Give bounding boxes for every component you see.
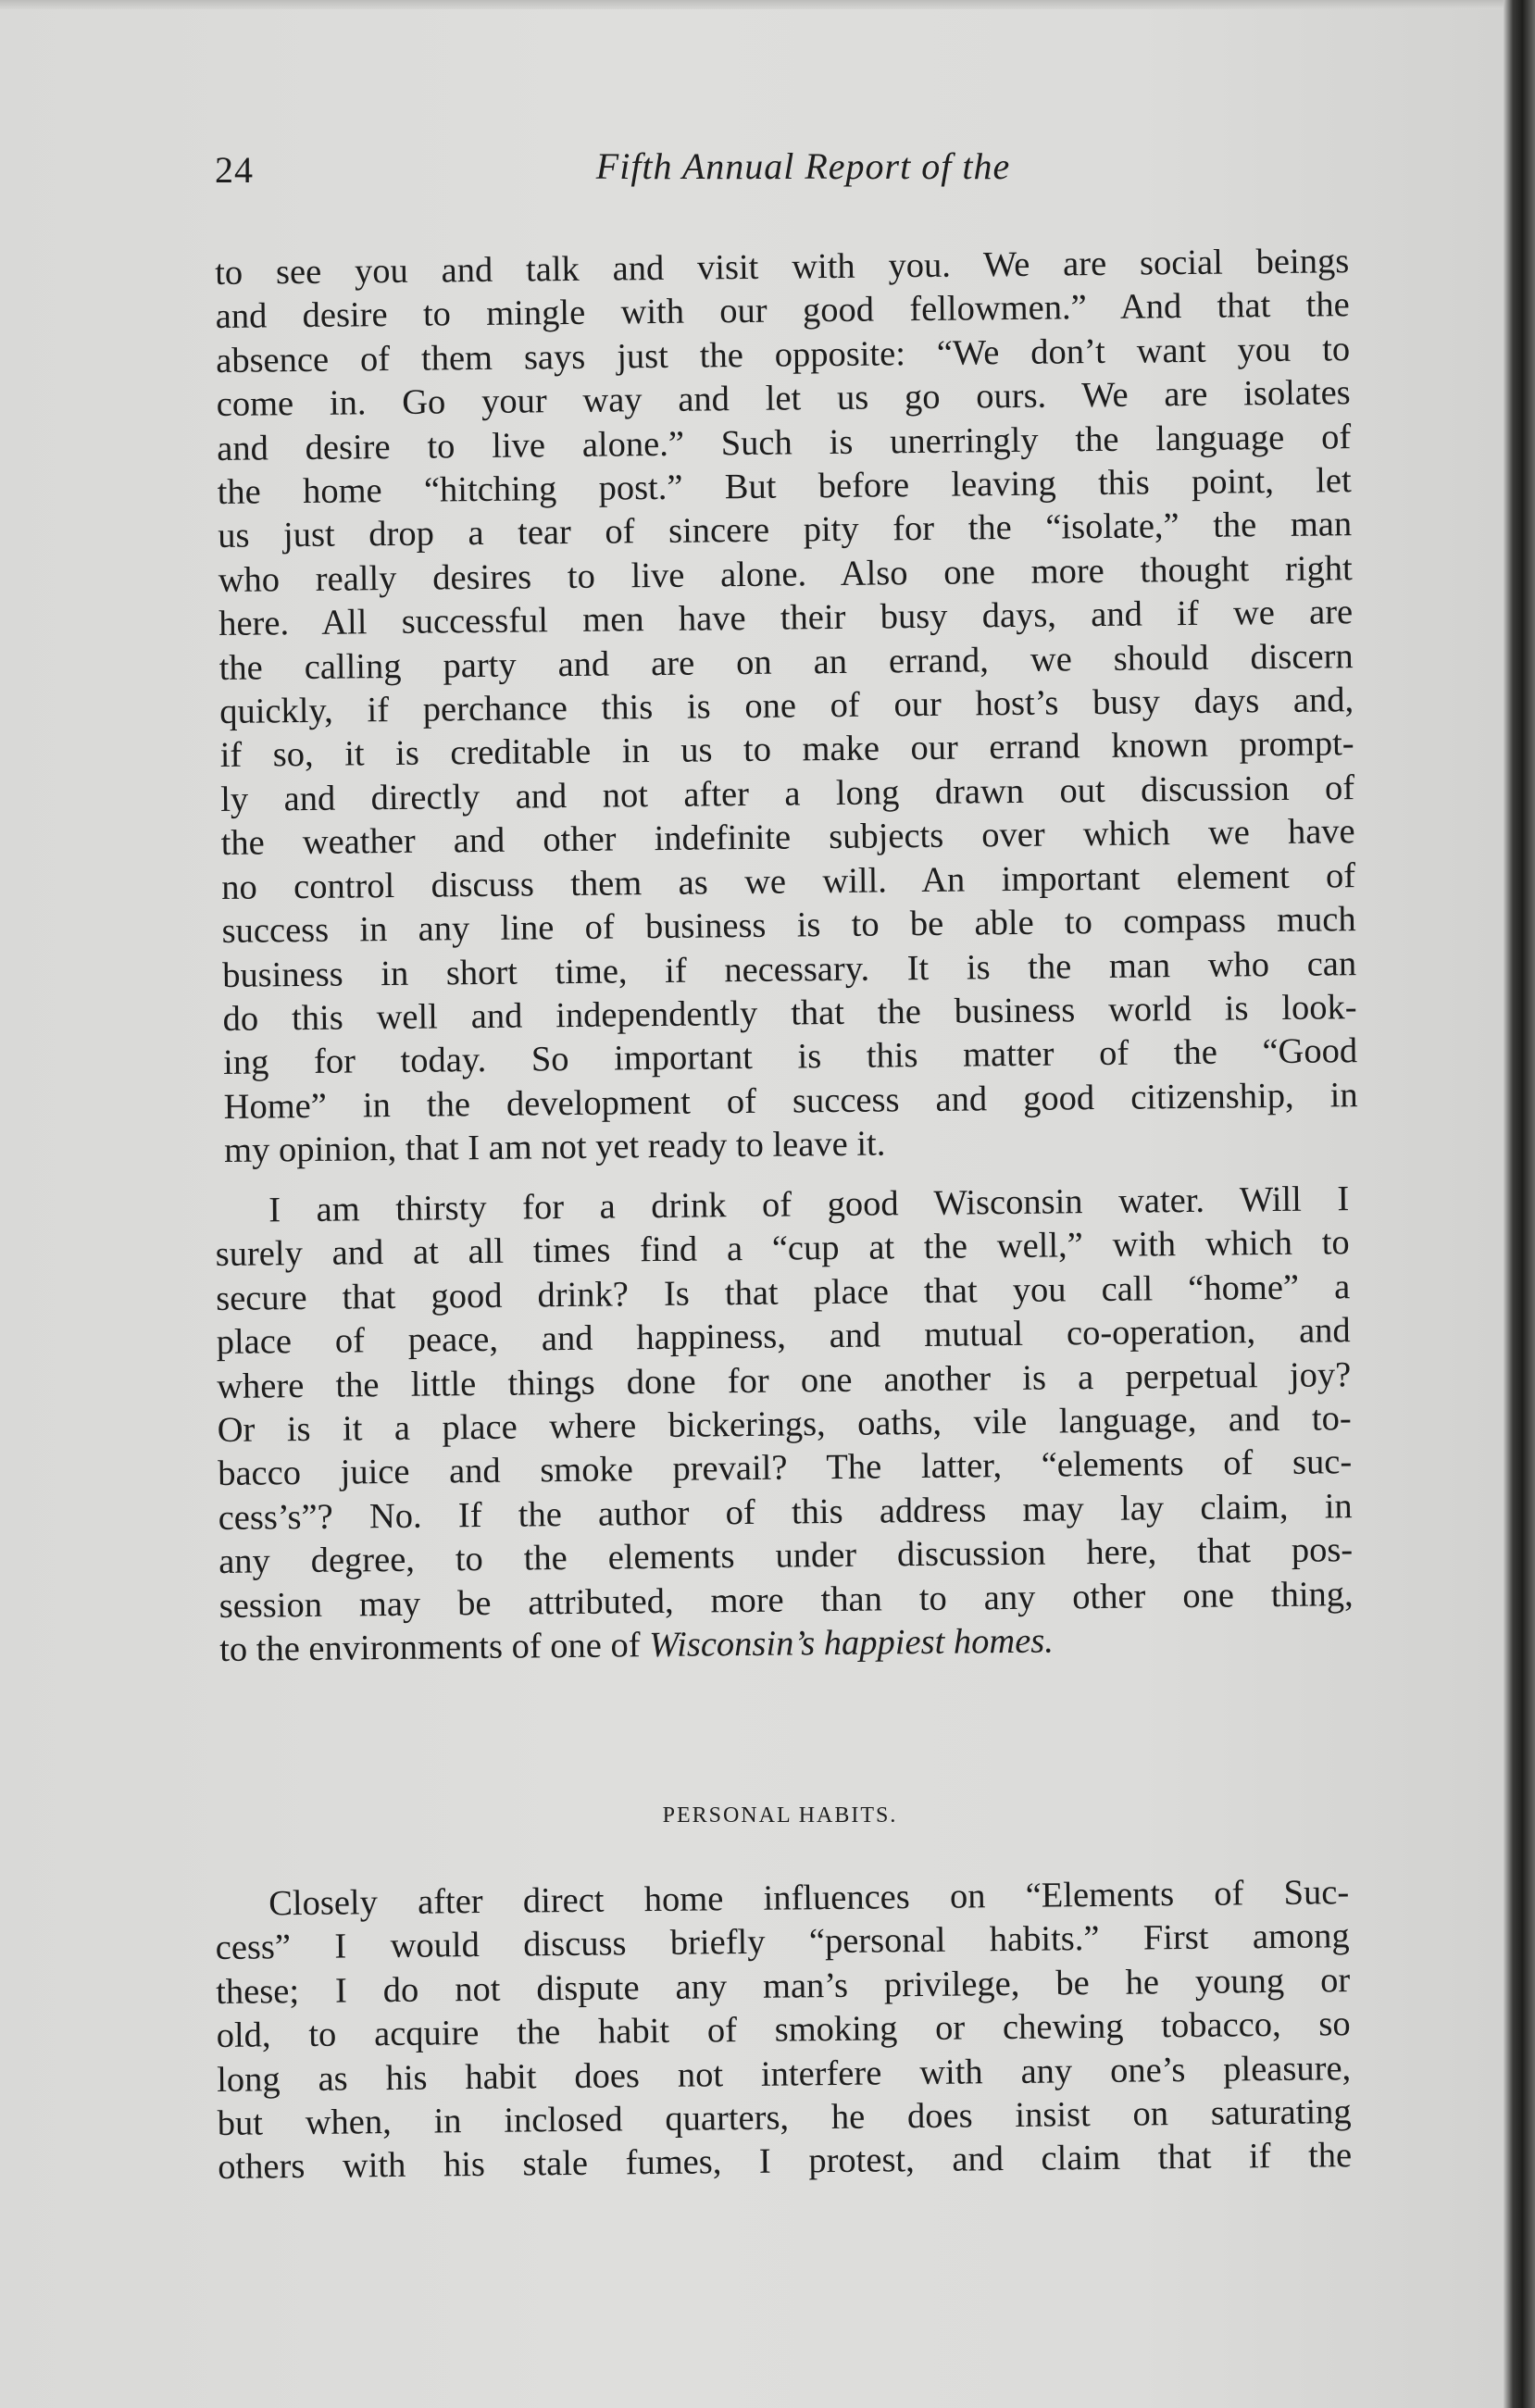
text-line: I am thirsty for a drink of good Wisconsin water. Will I	[268, 1179, 1350, 1230]
text-line: but when, in inclosed quarters, he does insist on saturating	[217, 2092, 1352, 2144]
text-line: and desire to live alone.” Such is unerringly the language of	[217, 417, 1352, 468]
text-line: any degree, to the elements under discussion here, that pos-	[218, 1530, 1354, 1582]
text-line: Or is it a place where bickerings, oaths, vile language, and to-	[217, 1399, 1352, 1451]
text-line: absence of them says just the opposite: “We don’t want you to	[216, 329, 1351, 381]
text-line: surely and at all times find a “cup at the well,” with which to	[215, 1223, 1350, 1275]
text-line: cess” I would discuss briefly “personal habits.” First among	[215, 1916, 1350, 1968]
text-line: the weather and other indefinite subjects over which we have	[220, 812, 1355, 864]
text-line: cess’s”? No. If the author of this address may lay claim, in	[218, 1486, 1353, 1538]
text-line: my opinion, that I am not yet ready to leave it.	[223, 1124, 886, 1171]
text-fragment: to the environments of one of	[218, 1626, 650, 1670]
paragraph-wisconsin-water	[215, 1178, 1354, 1672]
text-line: to see you and talk and visit with you. We are social beings	[215, 242, 1350, 293]
book-binding-edge	[1504, 0, 1535, 2408]
text-line: ly and directly and not after a long drawn out discussion of	[219, 768, 1355, 819]
text-line: secure that good drink? Is that place that you call “home” a	[216, 1266, 1351, 1318]
running-head: Fifth Annual Report of the	[595, 145, 1011, 187]
text-line: others with his stale fumes, I protest, and claim that if the	[217, 2136, 1353, 2188]
text-line: quickly, if perchance this is one of our host’s busy days and,	[218, 680, 1354, 732]
text-line: who really desires to live alone. Also one more thought right	[218, 548, 1353, 600]
section-heading: PERSONAL HABITS.	[662, 1803, 898, 1828]
text-line: here. All successful men have their busy days, and if we are	[218, 593, 1354, 644]
text-line: success in any line of business is to be able to compass much	[221, 900, 1356, 952]
text-line: if so, it is creditable in us to make our errand known prompt-	[219, 724, 1354, 776]
page-top-edge	[0, 0, 1504, 9]
text-line: the calling party and are on an errand, we should discern	[218, 636, 1354, 688]
text-line: the home “hitching post.” But before leaving this point, let	[217, 461, 1352, 513]
text-line: come in. Go your way and let us go ours. We are isolates	[216, 373, 1351, 425]
text-line: bacco juice and smoke prevail? The latter, “elements of suc-	[217, 1442, 1353, 1494]
text-line: Home” in the development of success and good citizenship, in	[223, 1075, 1358, 1127]
text-line: place of peace, and happiness, and mutual co-operation, and	[216, 1311, 1351, 1363]
text-line: do this well and independently that the business world is look-	[222, 988, 1357, 1039]
text-line: us just drop a tear of sincere pity for the “isolate,” the man	[217, 505, 1353, 556]
italic-phrase: Wisconsin’s happiest homes.	[648, 1621, 1055, 1666]
text-line: Closely after direct home influences on “Elements of Suc-	[268, 1873, 1350, 1924]
page-number: 24	[215, 149, 254, 191]
text-line: where the little things done for one another is a perpetual joy?	[217, 1354, 1352, 1406]
paragraph-personal-habits	[215, 1871, 1352, 2190]
text-line: and desire to mingle with our good fellowmen.” And that the	[215, 285, 1350, 337]
text-line: no control discuss them as we will. An important element of	[220, 855, 1356, 907]
text-line: these; I do not dispute any man’s privilege, be he young or	[216, 1960, 1351, 2012]
text-line: long as his habit does not interfere with any one’s pleasure,	[217, 2048, 1352, 2100]
text-line: ing for today. So important is this matter of the “Good	[222, 1031, 1358, 1083]
text-line: session may be attributed, more than to any other one thing,	[218, 1574, 1354, 1626]
text-line: business in short time, if necessary. It is the man who can	[221, 943, 1357, 995]
paragraph-continued	[215, 240, 1358, 1173]
text-line: old, to acquire the habit of smoking or chewing tobacco, so	[216, 2004, 1351, 2056]
